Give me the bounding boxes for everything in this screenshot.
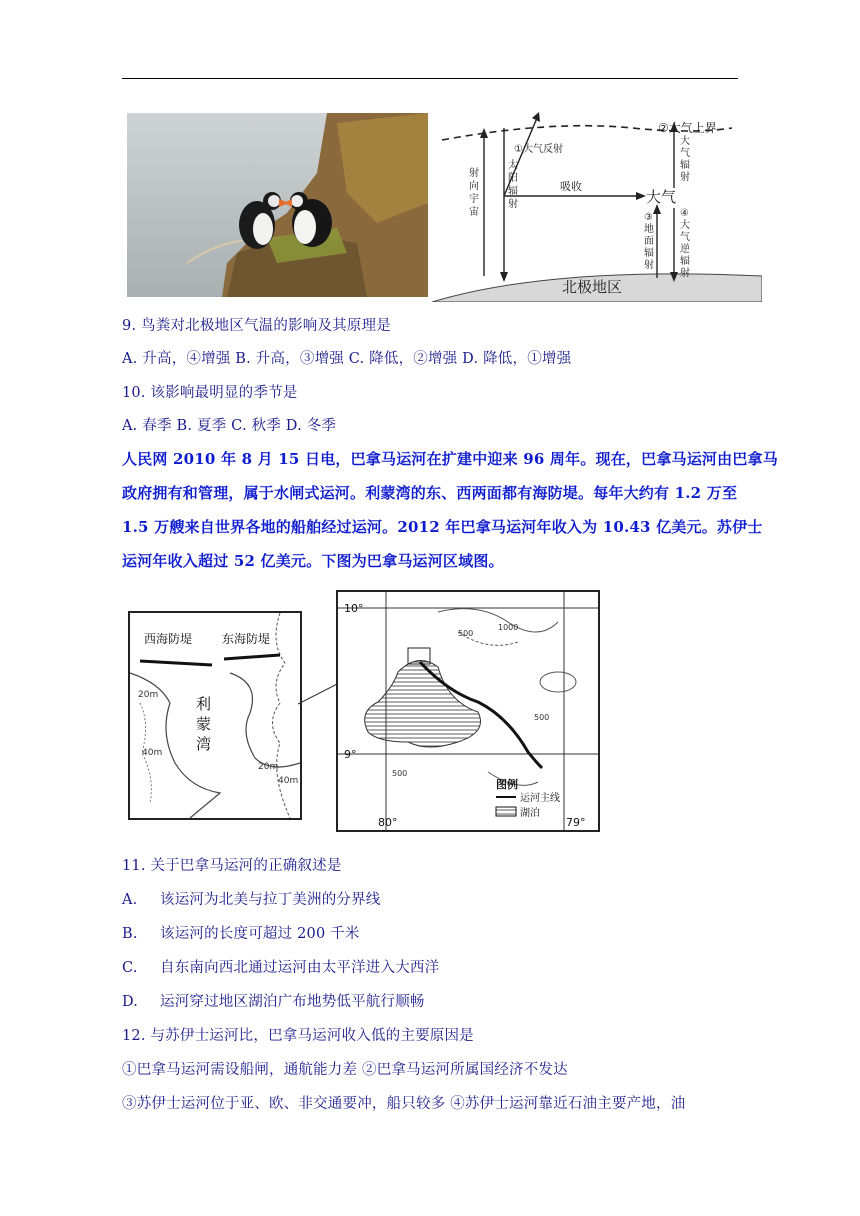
vt-atmrad-char: 大: [680, 136, 690, 147]
q11-stem: 11. 关于巴拿马运河的正确叙述是: [122, 858, 342, 874]
vt-solar-char: 射: [508, 199, 518, 210]
label-atm-reflect: ①大气反射: [514, 144, 563, 155]
legend-canal: 运河主线: [520, 793, 560, 804]
q9-stem: 9. 鸟粪对北极地区气温的影响及其原理是: [122, 318, 391, 334]
label-contour-4: 40m: [278, 776, 299, 786]
vt-ground-char: 射: [644, 260, 654, 271]
puffin-photo: [127, 113, 428, 297]
label-bay-1: 利: [196, 695, 212, 713]
vt-ground-char: ③: [644, 212, 653, 223]
q12-reasons-1: ①巴拿马运河需设船闸，通航能力差 ②巴拿马运河所属国经济不发达: [122, 1062, 568, 1078]
label-region: 北极地区: [562, 278, 623, 296]
canal-region-map: [336, 590, 600, 832]
q10-stem: 10. 该影响最明显的季节是: [122, 385, 298, 401]
vt-counter-char: 逆: [680, 244, 690, 255]
vt-counter-char: 气: [680, 232, 690, 243]
vt-counter-char: 大: [680, 220, 690, 231]
label-contour-r3: 500: [534, 713, 550, 722]
vt-space-char: 宇: [469, 194, 479, 205]
q10-options: A. 春季 B. 夏季 C. 秋季 D. 冬季: [122, 418, 337, 434]
vt-atmrad-char: 气: [680, 148, 690, 159]
label-ground-radiation: [644, 212, 654, 271]
label-absorb: 吸收: [560, 180, 582, 193]
label-contour-1: 20m: [138, 690, 159, 700]
label-contour-r2: 1000: [498, 623, 519, 632]
label-atmosphere: 大气: [646, 188, 677, 206]
label-atm-radiation: [680, 134, 690, 183]
label-counter-radiation: [680, 208, 690, 279]
label-contour-3: 20m: [258, 762, 279, 772]
passage-line-4: 运河年收入超过 52 亿美元。下图为巴拿马运河区域图。: [122, 552, 504, 570]
limon-bay-map: [128, 611, 302, 820]
q11-option-d: D. 运河穿过地区湖泊广布地势低平航行顺畅: [122, 994, 425, 1010]
passage-line-1: 人民网 2010 年 8 月 15 日电，巴拿马运河在扩建中迎来 96 周年。现在，巴拿马运河由巴拿马: [122, 450, 778, 468]
q12-reasons-2: ③苏伊士运河位于亚、欧、非交通要冲，船只较多 ④苏伊士运河靠近石油主要产地，油: [122, 1096, 686, 1112]
label-lon-80: 80°: [378, 816, 398, 829]
label-bay-3: 湾: [196, 735, 212, 753]
q11-option-a: A. 该运河为北美与拉丁美洲的分界线: [122, 892, 381, 908]
label-west-dike: 西海防堤: [144, 632, 193, 646]
label-contour-r1: 500: [458, 629, 474, 638]
passage-line-2: 政府拥有和管理，属于水闸式运河。利蒙湾的东、西两面都有海防堤。每年大约有 1.2 万至: [122, 484, 738, 502]
vt-solar-char: 阳: [508, 173, 518, 184]
q9-options: A. 升高，④增强 B. 升高，③增强 C. 降低，②增强 D. 降低，①增强: [122, 351, 572, 367]
q11-option-b: B. 该运河的长度可超过 200 千米: [122, 926, 360, 942]
passage-line-3: 1.5 万艘来自世界各地的船舶经过运河。2012 年巴拿马运河年收入为 10.43 亿美元。苏伊士: [122, 518, 763, 536]
legend-lake: 湖泊: [520, 808, 540, 819]
label-lat-10: 10°: [344, 602, 364, 615]
vt-space-char: 射: [469, 168, 479, 179]
header-rule: [122, 78, 738, 79]
label-contour-r4: 500: [392, 769, 408, 778]
vt-counter-char: ④: [680, 208, 689, 219]
label-to-space: [469, 166, 479, 218]
vt-ground-char: 辐: [644, 248, 654, 259]
label-lon-79: 79°: [566, 816, 586, 829]
label-lat-9: 9°: [344, 748, 357, 761]
legend-title: 图例: [496, 778, 518, 791]
label-contour-2: 40m: [142, 748, 163, 758]
label-east-dike: 东海防堤: [222, 632, 271, 646]
vt-solar-char: 太: [508, 160, 518, 171]
radiation-diagram: [432, 106, 762, 302]
vt-counter-char: 射: [680, 268, 690, 279]
vt-atmrad-char: 辐: [680, 160, 690, 171]
label-bay-2: 蒙: [196, 715, 212, 733]
vt-space-char: 宙: [469, 207, 479, 218]
q12-stem: 12. 与苏伊士运河比，巴拿马运河收入低的主要原因是: [122, 1028, 474, 1044]
label-atm-top: ②大气上界: [658, 121, 717, 135]
vt-ground-char: 面: [644, 236, 654, 247]
vt-counter-char: 辐: [680, 256, 690, 267]
vt-atmrad-char: 射: [680, 172, 690, 183]
q11-option-c: C. 自东南向西北通过运河由太平洋进入大西洋: [122, 960, 440, 976]
panama-maps: [128, 586, 598, 831]
vt-ground-char: 地: [644, 224, 654, 235]
vt-solar-char: 辐: [508, 186, 518, 197]
vt-space-char: 向: [469, 181, 479, 192]
